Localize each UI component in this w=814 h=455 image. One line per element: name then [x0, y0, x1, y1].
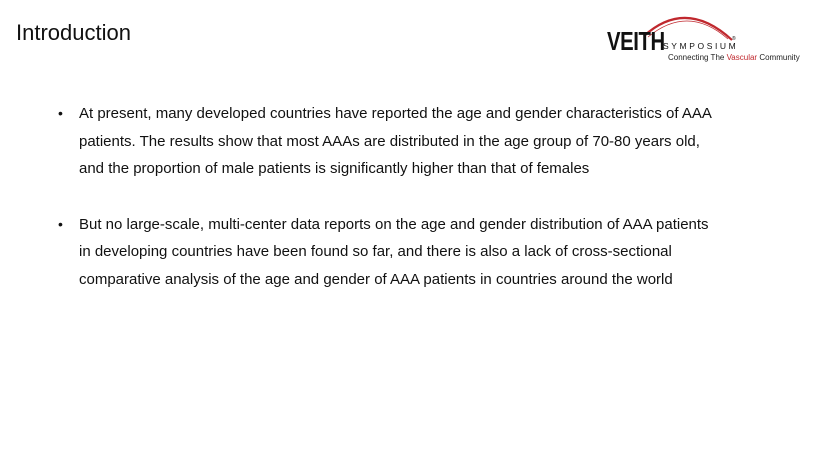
logo-tagline-accent: Vascular [726, 53, 758, 62]
slide-title: Introduction [16, 20, 131, 45]
veith-symposium-logo [604, 6, 800, 66]
bullet-line: patients. The results show that most AAAs are distributed in the age group of 70-80 years old, [79, 132, 700, 150]
logo-tagline [668, 53, 800, 63]
bullet-item [58, 100, 758, 183]
bullet-dot-icon: • [58, 105, 63, 121]
logo-subtitle: SYMPOSIUM [663, 41, 739, 51]
bullet-list [58, 100, 758, 321]
bullet-line: At present, many developed countries have reported the age and gender characteristics of AAA [79, 105, 712, 122]
logo-tagline-post: Community [757, 53, 800, 62]
bullet-line: But no large-scale, multi-center data reports on the age and gender distribution of AAA patients [79, 215, 709, 233]
bullet-line: and the proportion of male patients is significantly higher than that of females [79, 160, 590, 177]
bullet-line: comparative analysis of the age and gender of AAA patients in countries around the world [79, 270, 673, 288]
logo-tagline-pre: Connecting The [668, 53, 727, 62]
bullet-item [58, 211, 758, 294]
logo-wordmark: VEITH [607, 26, 665, 56]
logo-registered-mark: ® [732, 36, 736, 42]
bullet-line: in developing countries have been found so far, and there is also a lack of cross-sectional [79, 243, 672, 260]
bullet-dot-icon: • [58, 215, 63, 232]
